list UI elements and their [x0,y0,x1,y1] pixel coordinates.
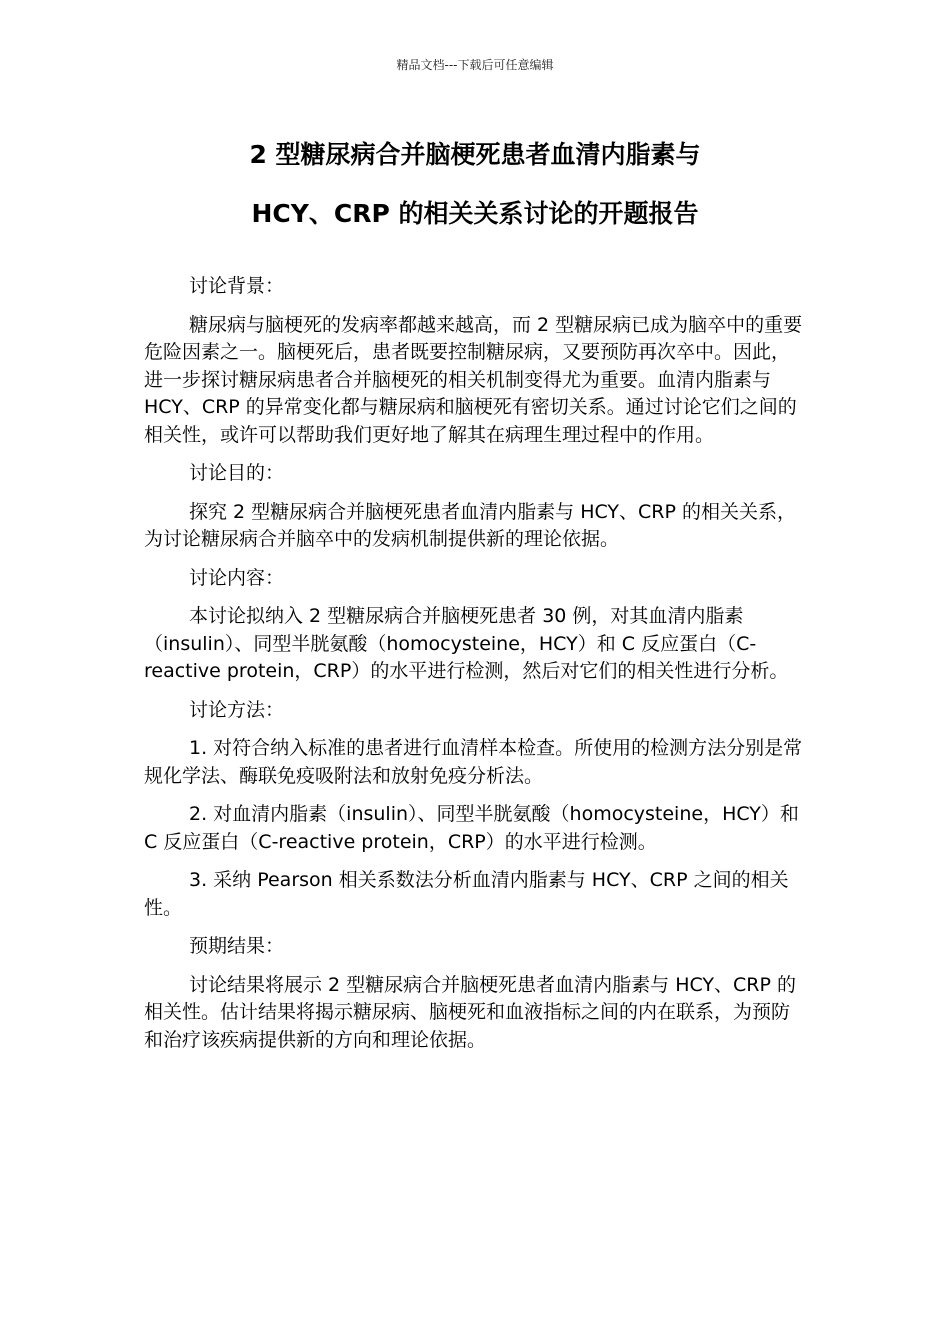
document-title-line-2: HCY、CRP 的相关关系讨论的开题报告 [251,199,699,228]
method-heading: 讨论方法： [189,698,285,721]
content-paragraph: 本讨论拟纳入 2 型糖尿病合并脑梗死患者 30 例，对其血清内脂素（insulin）、同型半胱氨酸（homocysteine，HCY）和 C 反应蛋白（C-reactive protein，CRP）的水平进行检测，然后对它们的相关性进行分析。 [144,605,789,682]
result-paragraph: 讨论结果将展示 2 型糖尿病合并脑梗死患者血清内脂素与 HCY、CRP 的相关性。估计结果将揭示糖尿病、脑梗死和血液指标之间的内在联系，为预防和治疗该疾病提供新的方向和理论依据。 [144,973,796,1051]
document-body [144,273,804,1065]
method-item-3: 3. 采纳 Pearson 相关系数法分析血清内脂素与 HCY、CRP 之间的相关性。 [144,869,789,919]
content-heading: 讨论内容： [189,566,285,589]
document-title-line-1: 2 型糖尿病合并脑梗死患者血清内脂素与 [249,140,701,169]
background-heading: 讨论背景： [189,275,285,297]
method-item-2: 2. 对血清内脂素（insulin）、同型半胱氨酸（homocysteine，HCY）和 C 反应蛋白（C-reactive protein，CRP）的水平进行检测。 [144,803,799,853]
purpose-paragraph: 探究 2 型糖尿病合并脑梗死患者血清内脂素与 HCY、CRP 的相关关系，为讨论糖尿病合并脑卒中的发病机制提供新的理论依据。 [144,500,796,550]
purpose-heading: 讨论目的： [189,462,285,484]
background-paragraph: 糖尿病与脑梗死的发病率都越来越高，而 2 型糖尿病已成为脑卒中的重要危险因素之一。脑梗死后，患者既要控制糖尿病，又要预防再次卒中。因此，进一步探讨糖尿病患者合并脑梗死的相关机制变得尤为重要。血清内脂素与 HCY、CRP 的异常变化都与糖尿病和脑梗死有密切关系。通过讨论它们之间的相关性，或许可以帮助我们更好地了解其在病理生理过程中的作用。 [144,313,803,446]
result-heading: 预期结果： [189,935,285,957]
method-item-1: 1. 对符合纳入标准的患者进行血清样本检查。所使用的检测方法分别是常规化学法、酶联免疫吸附法和放射免疫分析法。 [144,737,803,787]
page-header: 精品文档---下载后可任意编辑 [396,58,554,72]
